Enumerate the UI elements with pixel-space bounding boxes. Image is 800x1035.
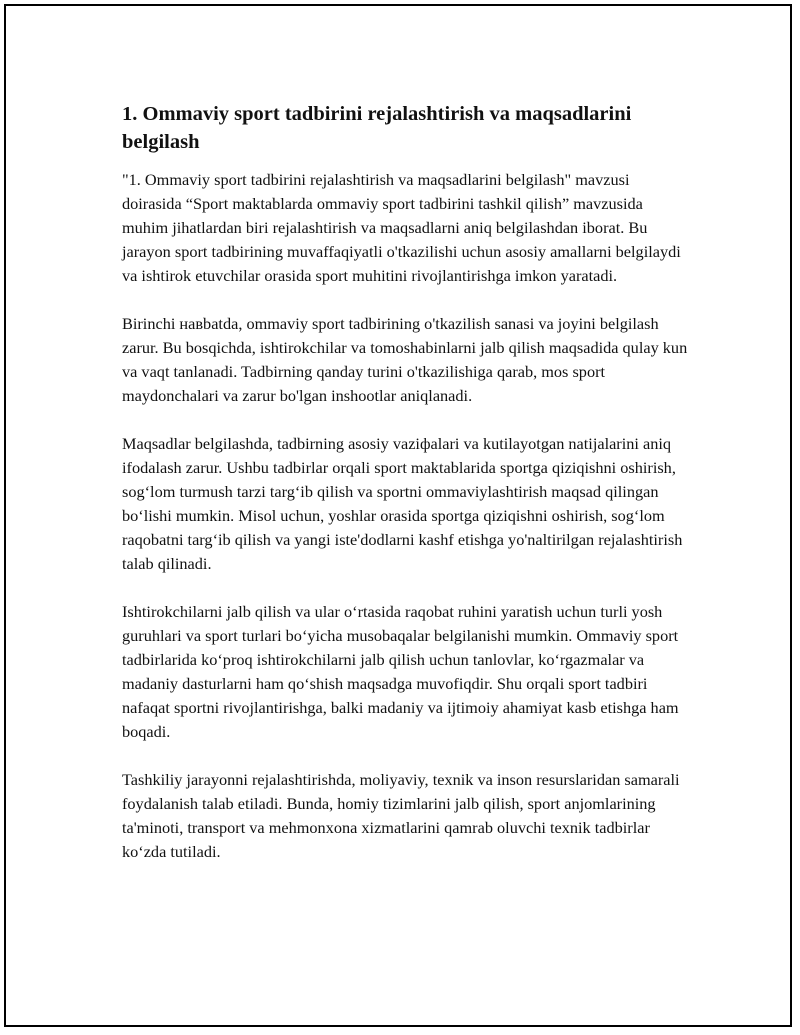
paragraph-participants: Ishtirokchilarni jalb qilish va ular o‘rtasida raqobat ruhini yaratish uchun turli yosh guruhlari va sport turlari bo‘yicha musobaqalar belgilanishi mumkin. Ommaviy sport tadbirlarida ko‘proq ishtirokchilarni jalb qilish uchun tanlovlar, ko‘rgazmalar va madaniy dasturlarni ham qo‘shish maqsadga muvofiqdir. Shu orqali sport tadbiri nafaqat sportni rivojlantirishga, balki madaniy va ijtimoiy ahamiyat kasb etishga ham boqadi. (122, 602, 679, 741)
document-page (4, 4, 792, 1027)
section-heading: 1. Ommaviy sport tadbirini rejalashtirish va maqsadlarini belgilash (122, 103, 632, 153)
document-content (122, 100, 692, 888)
paragraph-resources: Tashkiliy jarayonni rejalashtirishda, moliyaviy, texnik va inson resurslaridan samarali foydalanish talab etiladi. Bunda, homiy tizimlarini jalb qilish, sport anjomlarining ta'minoti, transport va mehmonxona xizmatlarini qamrab oluvchi texnik tadbirlar ko‘zda tutiladi. (122, 770, 680, 861)
paragraph-intro: "1. Ommaviy sport tadbirini rejalashtirish va maqsadlarini belgilash" mavzusi doirasida “Sport maktablarda ommaviy sport tadbirini tashkil qilish” mavzusida muhim jihatlardan biri rejalashtirish va maqsadlarni aniq belgilashdan iborat. Bu jarayon sport tadbirining muvaffaqiyatli o'tkazilishi uchun asosiy amallarni belgilaydi va ishtirok etuvchilar orasida sport muhitini rivojlantirishga imkon yaratadi. (122, 170, 681, 285)
paragraph-date-venue: Birinchi навbatda, ommaviy sport tadbirining o'tkazilish sanasi va joyini belgilash zarur. Bu bosqichda, ishtirokchilar va tomoshabinlarni jalb qilish maqsadida qulay kun va vaqt tanlanadi. Tadbirning qanday turini o'tkazilishiga qarab, mos sport maydonchalari va zarur bo'lgan inshootlar aniqlanadi. (122, 314, 688, 405)
paragraph-goals: Maqsadlar belgilashda, tadbirning asosiy vaziфalari va kutilayotgan natijalarini aniq ifodalash zarur. Ushbu tadbirlar orqali sport maktablarida sportga qiziqishni oshirish, sog‘lom turmush tarzi targ‘ib qilish va sportni ommaviylashtirish maqsad qilingan bo‘lishi mumkin. Misol uchun, yoshlar orasida sportga qiziqishni oshirish, sog‘lom raqobatni targ‘ib qilish va yangi iste'dodlarni kashf etishga yo'naltirilgan rejalashtirish talab qilinadi. (122, 434, 683, 573)
